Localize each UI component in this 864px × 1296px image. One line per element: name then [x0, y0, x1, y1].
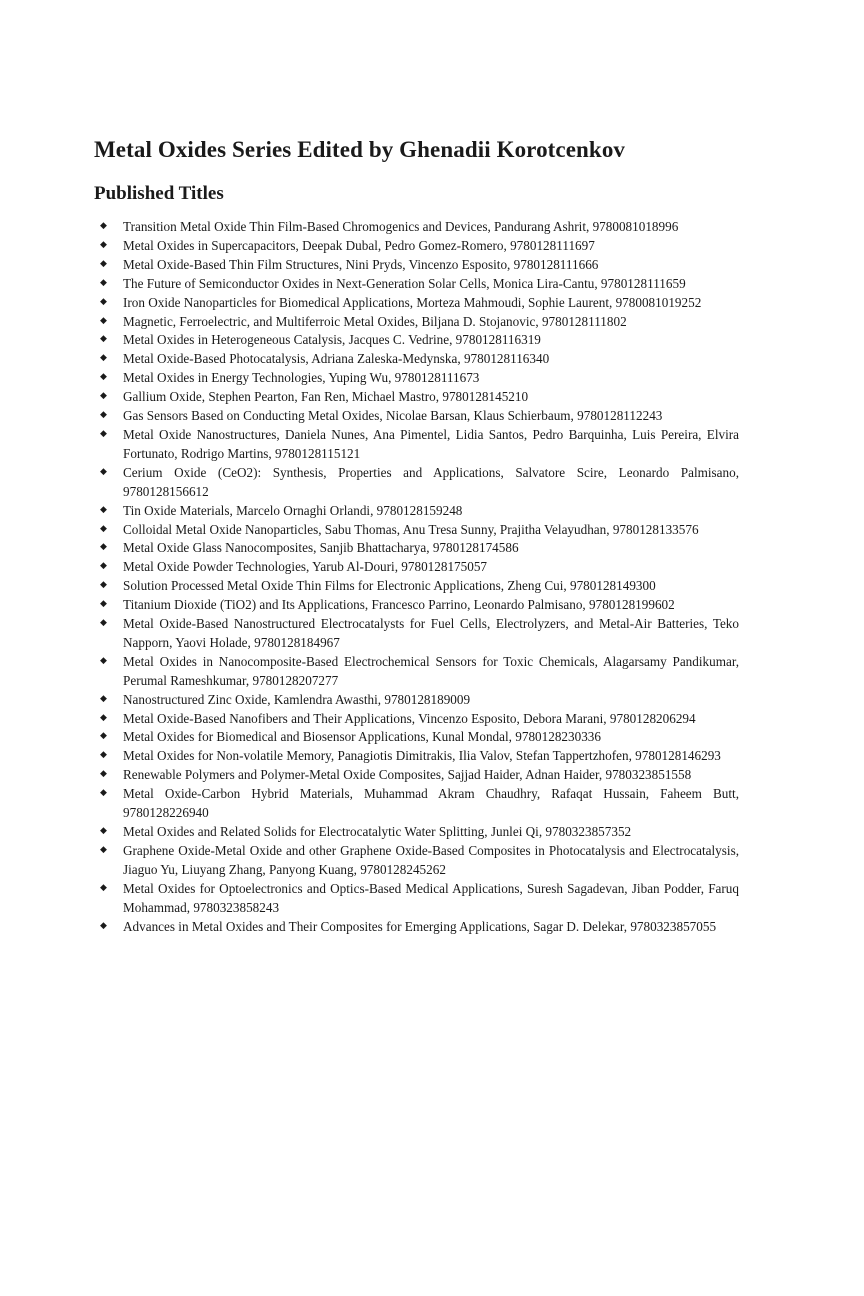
- list-item: [94, 275, 739, 294]
- title-text: Metal Oxides for Optoelectronics and Optics-Based Medical Applications, Suresh Sagadevan, Jiban Podder, Faruq Mohammad, 9780323858243: [123, 880, 739, 915]
- title-text: Iron Oxide Nanoparticles for Biomedical Applications, Morteza Mahmoudi, Sophie Laurent, 9780081019252: [123, 294, 702, 310]
- title-text: Metal Oxide Powder Technologies, Yarub Al-Douri, 9780128175057: [123, 559, 488, 575]
- bullet-icon: ◆: [100, 503, 107, 514]
- list-item: [94, 331, 739, 350]
- list-item: [94, 502, 739, 521]
- list-item: [94, 691, 739, 710]
- list-item: [94, 880, 739, 918]
- bullet-icon: ◆: [100, 692, 107, 703]
- list-item: [94, 521, 739, 540]
- title-text: Magnetic, Ferroelectric, and Multiferroic Metal Oxides, Biljana D. Stojanovic, 9780128111802: [123, 313, 627, 329]
- list-item: [94, 842, 739, 880]
- bullet-icon: ◆: [100, 579, 107, 590]
- list-item: [94, 464, 739, 502]
- bullet-icon: ◆: [100, 787, 107, 798]
- list-item: [94, 615, 739, 653]
- bullet-icon: ◆: [100, 390, 107, 401]
- bullet-icon: ◆: [100, 843, 107, 854]
- bullet-icon: ◆: [100, 238, 107, 249]
- list-item: [94, 558, 739, 577]
- title-text: Metal Oxide-Based Nanostructured Electrocatalysts for Fuel Cells, Electrolyzers, and Metal-Air Batteries, Teko Napporn, Yaovi Holade, 9780128184967: [123, 616, 739, 650]
- list-item: [94, 766, 739, 785]
- title-text: Metal Oxides in Energy Technologies, Yuping Wu, 9780128111673: [123, 370, 480, 386]
- title-text: Metal Oxides in Nanocomposite-Based Electrochemical Sensors for Toxic Chemicals, Alagarsamy Pandikumar, Perumal Rameshkumar, 9780128207277: [123, 653, 739, 688]
- bullet-icon: ◆: [100, 560, 107, 571]
- bullet-icon: ◆: [100, 919, 107, 930]
- bullet-icon: ◆: [100, 598, 107, 609]
- list-item: [94, 256, 739, 275]
- bullet-icon: ◆: [100, 409, 107, 420]
- page-content: [94, 136, 739, 936]
- list-item: [94, 785, 739, 823]
- list-item: [94, 237, 739, 256]
- list-item: [94, 823, 739, 842]
- bullet-icon: ◆: [100, 749, 107, 760]
- list-item: [94, 596, 739, 615]
- title-text: Metal Oxide-Based Thin Film Structures, Nini Pryds, Vincenzo Esposito, 9780128111666: [123, 256, 599, 272]
- bullet-icon: ◆: [100, 465, 107, 476]
- list-item: [94, 577, 739, 596]
- bullet-icon: ◆: [100, 617, 107, 628]
- bullet-icon: ◆: [100, 522, 107, 533]
- list-item: [94, 369, 739, 388]
- bullet-icon: ◆: [100, 352, 107, 363]
- title-text: Metal Oxides in Heterogeneous Catalysis, Jacques C. Vedrine, 9780128116319: [123, 332, 541, 348]
- bullet-icon: ◆: [100, 276, 107, 287]
- title-text: Metal Oxides in Supercapacitors, Deepak Dubal, Pedro Gomez-Romero, 9780128111697: [123, 237, 595, 253]
- published-titles-list: [94, 218, 739, 936]
- title-text: Renewable Polymers and Polymer-Metal Oxide Composites, Sajjad Haider, Adnan Haider, 9780323851558: [123, 767, 692, 783]
- title-text: Metal Oxide Nanostructures, Daniela Nunes, Ana Pimentel, Lidia Santos, Pedro Barquinha, Luis Pereira, Elvira Fortunato, Rodrigo Martins, 9780128115121: [123, 426, 739, 461]
- title-text: Metal Oxides for Biomedical and Biosensor Applications, Kunal Mondal, 9780128230336: [123, 729, 601, 745]
- title-text: Advances in Metal Oxides and Their Composites for Emerging Applications, Sagar D. Delekar, 9780323857055: [123, 918, 717, 934]
- title-text: Metal Oxide Glass Nanocomposites, Sanjib Bhattacharya, 9780128174586: [123, 540, 519, 556]
- list-item: [94, 539, 739, 558]
- title-text: Metal Oxide-Based Photocatalysis, Adriana Zaleska-Medynska, 9780128116340: [123, 351, 550, 367]
- bullet-icon: ◆: [100, 257, 107, 268]
- bullet-icon: ◆: [100, 768, 107, 779]
- title-text: Graphene Oxide-Metal Oxide and other Graphene Oxide-Based Composites in Photocatalysis and Electrocatalysis, Jiaguo Yu, Liuyang Zhang, Panyong Kuang, 9780128245262: [123, 842, 739, 877]
- bullet-icon: ◆: [100, 730, 107, 741]
- title-text: The Future of Semiconductor Oxides in Next-Generation Solar Cells, Monica Lira-Cantu, 9780128111659: [123, 275, 686, 291]
- list-item: [94, 728, 739, 747]
- bullet-icon: ◆: [100, 371, 107, 382]
- title-text: Nanostructured Zinc Oxide, Kamlendra Awasthi, 9780128189009: [123, 691, 471, 707]
- bullet-icon: ◆: [100, 541, 107, 552]
- list-item: [94, 294, 739, 313]
- list-item: [94, 918, 739, 937]
- title-text: Titanium Dioxide (TiO2) and Its Applications, Francesco Parrino, Leonardo Palmisano, 9780128199602: [123, 597, 675, 613]
- title-text: Gallium Oxide, Stephen Pearton, Fan Ren, Michael Mastro, 9780128145210: [123, 389, 529, 405]
- title-text: Tin Oxide Materials, Marcelo Ornaghi Orlandi, 9780128159248: [123, 502, 463, 518]
- bullet-icon: ◆: [100, 711, 107, 722]
- bullet-icon: ◆: [100, 654, 107, 665]
- title-text: Colloidal Metal Oxide Nanoparticles, Sabu Thomas, Anu Tresa Sunny, Prajitha Velayudhan, 9780128133576: [123, 521, 699, 537]
- bullet-icon: ◆: [100, 295, 107, 306]
- list-item: [94, 388, 739, 407]
- title-text: Metal Oxide-Based Nanofibers and Their Applications, Vincenzo Esposito, Debora Marani, 9780128206294: [123, 710, 696, 726]
- bullet-icon: ◆: [100, 220, 107, 230]
- bullet-icon: ◆: [100, 427, 107, 438]
- list-item: [94, 218, 739, 237]
- list-item: [94, 350, 739, 369]
- list-item: [94, 313, 739, 332]
- title-text: Metal Oxide-Carbon Hybrid Materials, Muhammad Akram Chaudhry, Rafaqat Hussain, Faheem Butt, 9780128226940: [123, 786, 739, 821]
- title-text: Metal Oxides and Related Solids for Electrocatalytic Water Splitting, Junlei Qi, 9780323857352: [123, 824, 632, 839]
- bullet-icon: ◆: [100, 881, 107, 892]
- series-title: Metal Oxides Series Edited by Ghenadii Korotcenkov: [94, 137, 626, 162]
- title-text: Solution Processed Metal Oxide Thin Films for Electronic Applications, Zheng Cui, 9780128149300: [123, 578, 656, 594]
- title-text: Gas Sensors Based on Conducting Metal Oxides, Nicolae Barsan, Klaus Schierbaum, 9780128112243: [123, 408, 663, 424]
- section-title: Published Titles: [94, 183, 224, 204]
- bullet-icon: ◆: [100, 333, 107, 344]
- title-text: Metal Oxides for Non-volatile Memory, Panagiotis Dimitrakis, Ilia Valov, Stefan Tappertzhofen, 9780128146293: [123, 748, 721, 764]
- title-text: Transition Metal Oxide Thin Film-Based Chromogenics and Devices, Pandurang Ashrit, 9780081018996: [123, 219, 679, 234]
- bullet-icon: ◆: [100, 314, 107, 325]
- list-item: [94, 747, 739, 766]
- title-text: Cerium Oxide (CeO2): Synthesis, Properties and Applications, Salvatore Scire, Leonardo Palmisano, 9780128156612: [123, 464, 739, 499]
- list-item: [94, 426, 739, 464]
- bullet-icon: ◆: [100, 825, 107, 835]
- list-item: [94, 407, 739, 426]
- list-item: [94, 710, 739, 729]
- list-item: [94, 653, 739, 691]
